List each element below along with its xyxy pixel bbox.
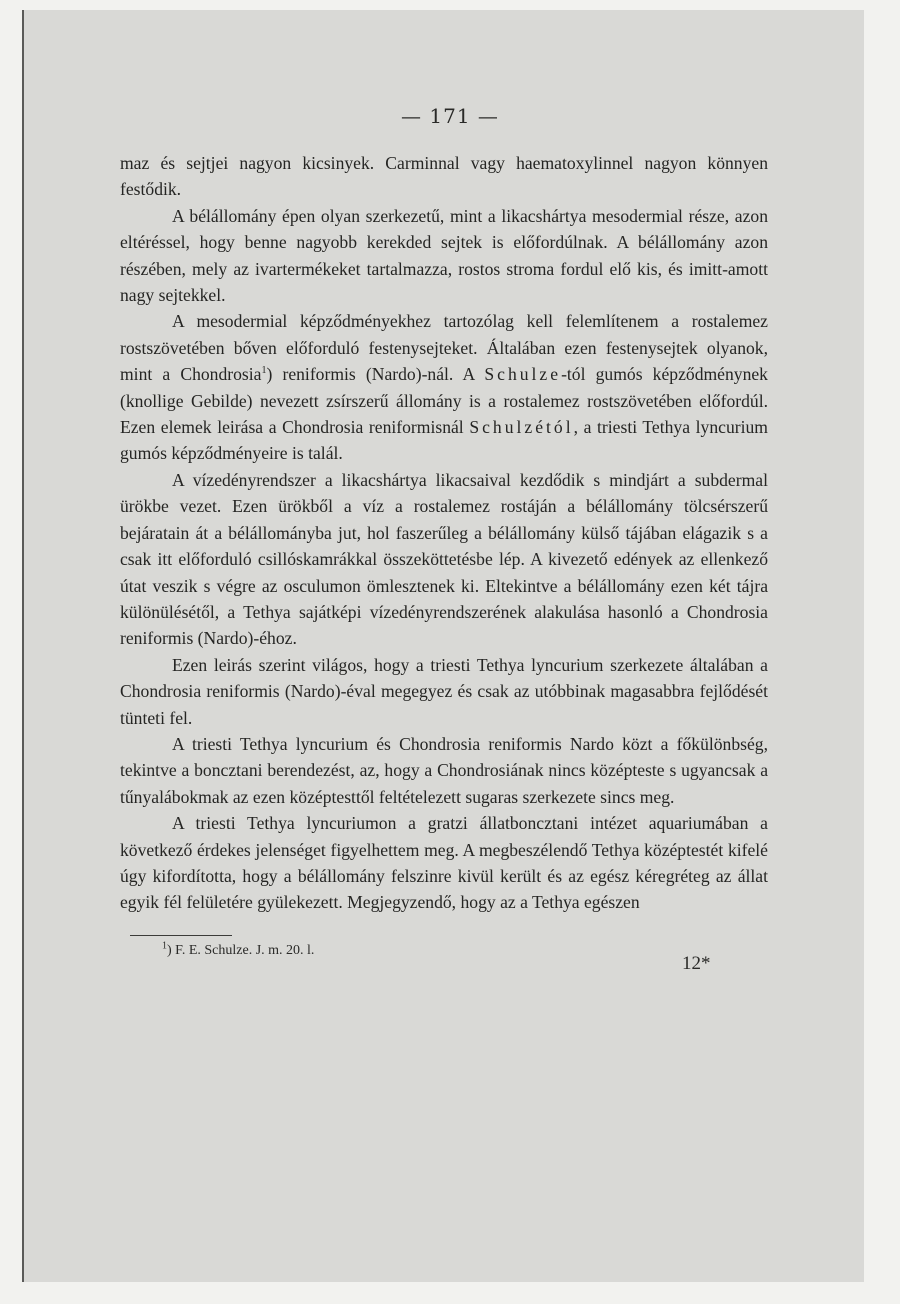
footnote [162,942,314,960]
paragraph-3-part-a: ) reniformis (Nardo)-nál. A [266,364,485,385]
paragraph-3-part-b: -tól gumós képződménynek (knollige Gebilde) nevezett zsírszerű állomány is a rostalemez rostszövetében előfordúl. Ezen elemek leirása a Chondrosia reniformisnál [120,364,768,438]
signature-mark: 12* [682,953,711,974]
paragraph-2: A bélállomány épen olyan szerkezetű, mint a likacshártya mesodermial része, azon eltéréssel, hogy benne nagyobb kerekded sejtek is előfordúlnak. A bélállomány azon részében, mely az ivartermékeket tartalmazza, rostos stroma fordul elő kis, és imitt-amott nagy sejtekkel. [120,205,768,306]
footnote-reference: 1 [261,365,267,377]
paragraph-7: A triesti Tethya lyncuriumon a gratzi állatboncztani intézet aquariumában a következő érdekes jelenséget figyelhettem meg. A megbeszélendő Tethya középtestét kifelé úgy kifordította, hogy a bélállomány felszinre kivül került és az egész kéregréteg az állat egyik fél felületére gyülekezett. Megjegyzendő, hogy az a Tethya egészen [120,813,768,913]
footnote-divider [130,935,232,936]
page-number: — 171 — [401,104,499,128]
body-text [120,150,768,916]
author-name-schulzetol: Schulzétól [469,417,574,438]
paragraph-3-part-c: , a triesti Tethya lyncurium gumós képződményeire is talál. [120,417,768,464]
paragraph-6: A triesti Tethya lyncurium és Chondrosia reniformis Nardo közt a főkülönbség, tekintve a boncztani berendezést, az, hogy a Chondrosiának nincs középteste s ugyancsak a tűnyalábokmak az ezen középtesttől feltételezett sugaras szerkezete sincs meg. [120,733,768,807]
paragraph-1: maz és sejtjei nagyon kicsinyek. Carminnal vagy haematoxylinnel nagyon könnyen festődik. [120,153,768,200]
paragraph-3 [120,308,768,466]
paragraph-3-start: A mesodermial képződményekhez tartozólag kell felemlítenem a rostalemez rostszövetében bőven előforduló festenysejteket. Általában ezen festenysejtek olyanok, mint a Chondrosia [120,311,768,385]
author-name-schulze: Schulze [484,364,562,385]
paragraph-4: A vízedényrendszer a likacshártya likacsaival kezdődik s mindjárt a subdermal ürökbe vezet. Ezen ürökből a víz a rostalemez rostáján a bélállomány tölcsérszerű bejáratain át a bélállományba jut, hol faszerűleg a bélállomány külső tájában elágazik s a csak itt előforduló csillóskamrákkal összeköttetésbe lép. A kivezető edények az ellenkező útat veszik s végre az osculumon ömlesztenek ki. Eltekintve a bélállomány ezen két tájra különülésétől, a Tethya sajátképi vízedényrendszerének alakulása hasonló a Chondrosia reniformis (Nardo)-éhoz. [120,469,768,649]
paragraph-5: Ezen leirás szerint világos, hogy a triesti Tethya lyncurium szerkezete általában a Chondrosia reniformis (Nardo)-éval megegyez és csak az utóbbinak magasabbra fejlődését tünteti fel. [120,654,768,728]
footnote-marker: 1 [162,940,167,952]
footnote-text: ) F. E. Schulze. J. m. 20. l. [167,943,315,958]
